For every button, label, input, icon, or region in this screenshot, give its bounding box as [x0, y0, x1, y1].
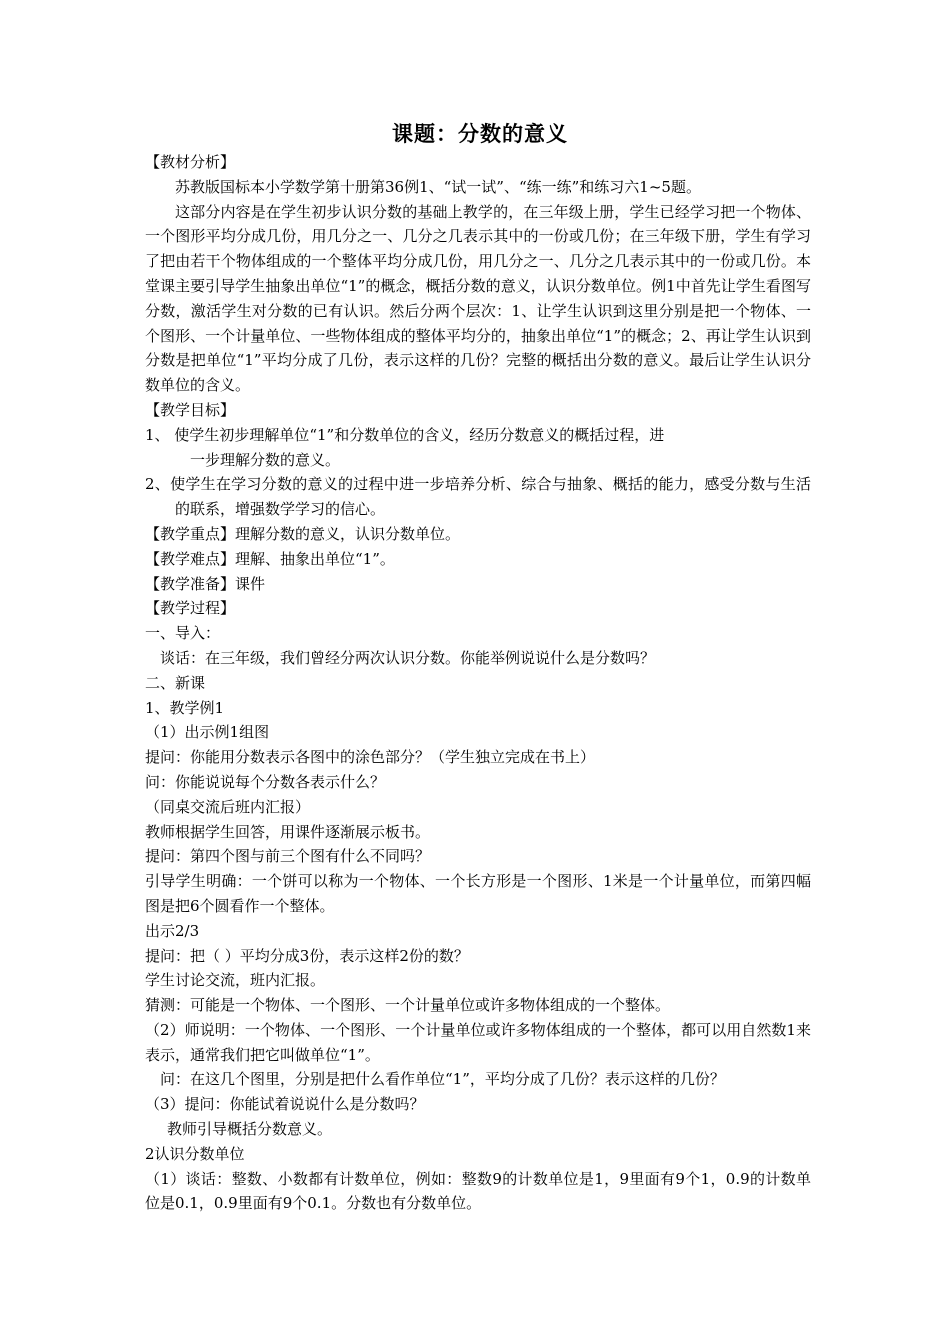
- step-subheading: 2认识分数单位: [145, 1144, 245, 1163]
- paragraph: 提问：把（ ）平均分成3份，表示这样2份的数？: [145, 946, 469, 965]
- paragraph: 提问：你能用分数表示各图中的涂色部分？（学生独立完成在书上）: [145, 748, 596, 767]
- section-heading: 【教学过程】: [145, 599, 236, 618]
- paragraph: 教师引导概括分数意义。: [167, 1120, 333, 1139]
- paragraph: 引导学生明确：一个饼可以称为一个物体、一个长方形是一个图形、1米是一个计量单位，而第四幅图是把6个圆看作一个整体。: [145, 872, 811, 915]
- section-heading: 【教材分析】: [145, 153, 236, 171]
- paragraph: 问：在这几个图里，分别是把什么看作单位“1”，平均分成了几份？表示这样的几份？: [160, 1070, 725, 1089]
- paragraph: 这部分内容是在学生初步认识分数的基础上教学的，在三年级上册，学生已经学习把一个物体、一个图形平均分成几份，用几分之一、几分之几表示其中的一份或几份；在三年级下册，学生有学习了把由若干个物体组成的一个整体平均分成几份，用几分之一、几分之几表示其中的一份或几份。本堂课主要引导学生抽象出单位“1”的概念，概括分数的意义，认识分数单位。例1中首先让学生看图写分数，激活学生对分数的已有认识。然后分两个层次：1、让学生认识到这里分别是把一个物体、一个图形、一个计量单位、一些物体组成的整体平均分的，抽象出单位“1”的概念；2、再让学生认识到分数是把单位“1”平均分成了几份，表示这样的几份？完整的概括出分数的意义。最后让学生认识分数单位的含义。: [145, 202, 811, 395]
- step-item: （1）谈话：整数、小数都有计数单位，例如：整数9的计数单位是1，9里面有9个1，0.9的计数单位是0.1，0.9里面有9个0.1。分数也有分数单位。: [145, 1169, 811, 1213]
- goal-item: 2、使学生在学习分数的意义的过程中进一步培养分析、综合与抽象、概括的能力，感受分数与生活的联系，增强数学学习的信心。: [145, 475, 811, 519]
- step-heading: 一、导入：: [145, 624, 221, 643]
- step-heading: 二、新课: [145, 673, 206, 692]
- step-subheading: 1、教学例1: [145, 698, 225, 717]
- paragraph: 提问：第四个图与前三个图有什么不同吗？: [145, 847, 431, 866]
- step-item: （2）师说明：一个物体、一个图形、一个计量单位或许多物体组成的一个整体，都可以用自然数1来表示，通常我们把它叫做单位“1”。: [145, 1020, 811, 1064]
- paragraph: （同桌交流后班内汇报）: [145, 797, 311, 816]
- page-title: 课题：分数的意义: [392, 121, 568, 146]
- paragraph: 问：你能说说每个分数各表示什么？: [145, 772, 386, 791]
- document-body: [145, 150, 811, 1216]
- paragraph: 谈话：在三年级，我们曾经分两次认识分数。你能举例说说什么是分数吗？: [160, 648, 656, 667]
- goal-item-continued: 一步理解分数的意义。: [190, 450, 341, 469]
- paragraph: 教师根据学生回答，用课件逐渐展示板书。: [145, 822, 431, 841]
- step-item: （3）提问：你能试着说说什么是分数吗？: [145, 1095, 425, 1114]
- paragraph: 出示2/3: [145, 921, 200, 940]
- paragraph: 猜测：可能是一个物体、一个图形、一个计量单位或许多物体组成的一个整体。: [145, 996, 671, 1015]
- step-item: （1）出示例1组图: [145, 723, 270, 742]
- paragraph: 学生讨论交流，班内汇报。: [145, 971, 326, 990]
- difficulty-point: 【教学难点】理解、抽象出单位“1”。: [145, 549, 395, 568]
- key-point: 【教学重点】理解分数的意义，认识分数单位。: [145, 524, 461, 543]
- paragraph: 苏教版国标本小学数学第十册第36例1、“试一试”、“练一练”和练习六1~5题。: [175, 177, 701, 196]
- preparation: 【教学准备】课件: [145, 574, 266, 593]
- section-heading: 【教学目标】: [145, 400, 236, 419]
- goal-item: 1、 使学生初步理解单位“1”和分数单位的含义，经历分数意义的概括过程，进: [145, 425, 665, 444]
